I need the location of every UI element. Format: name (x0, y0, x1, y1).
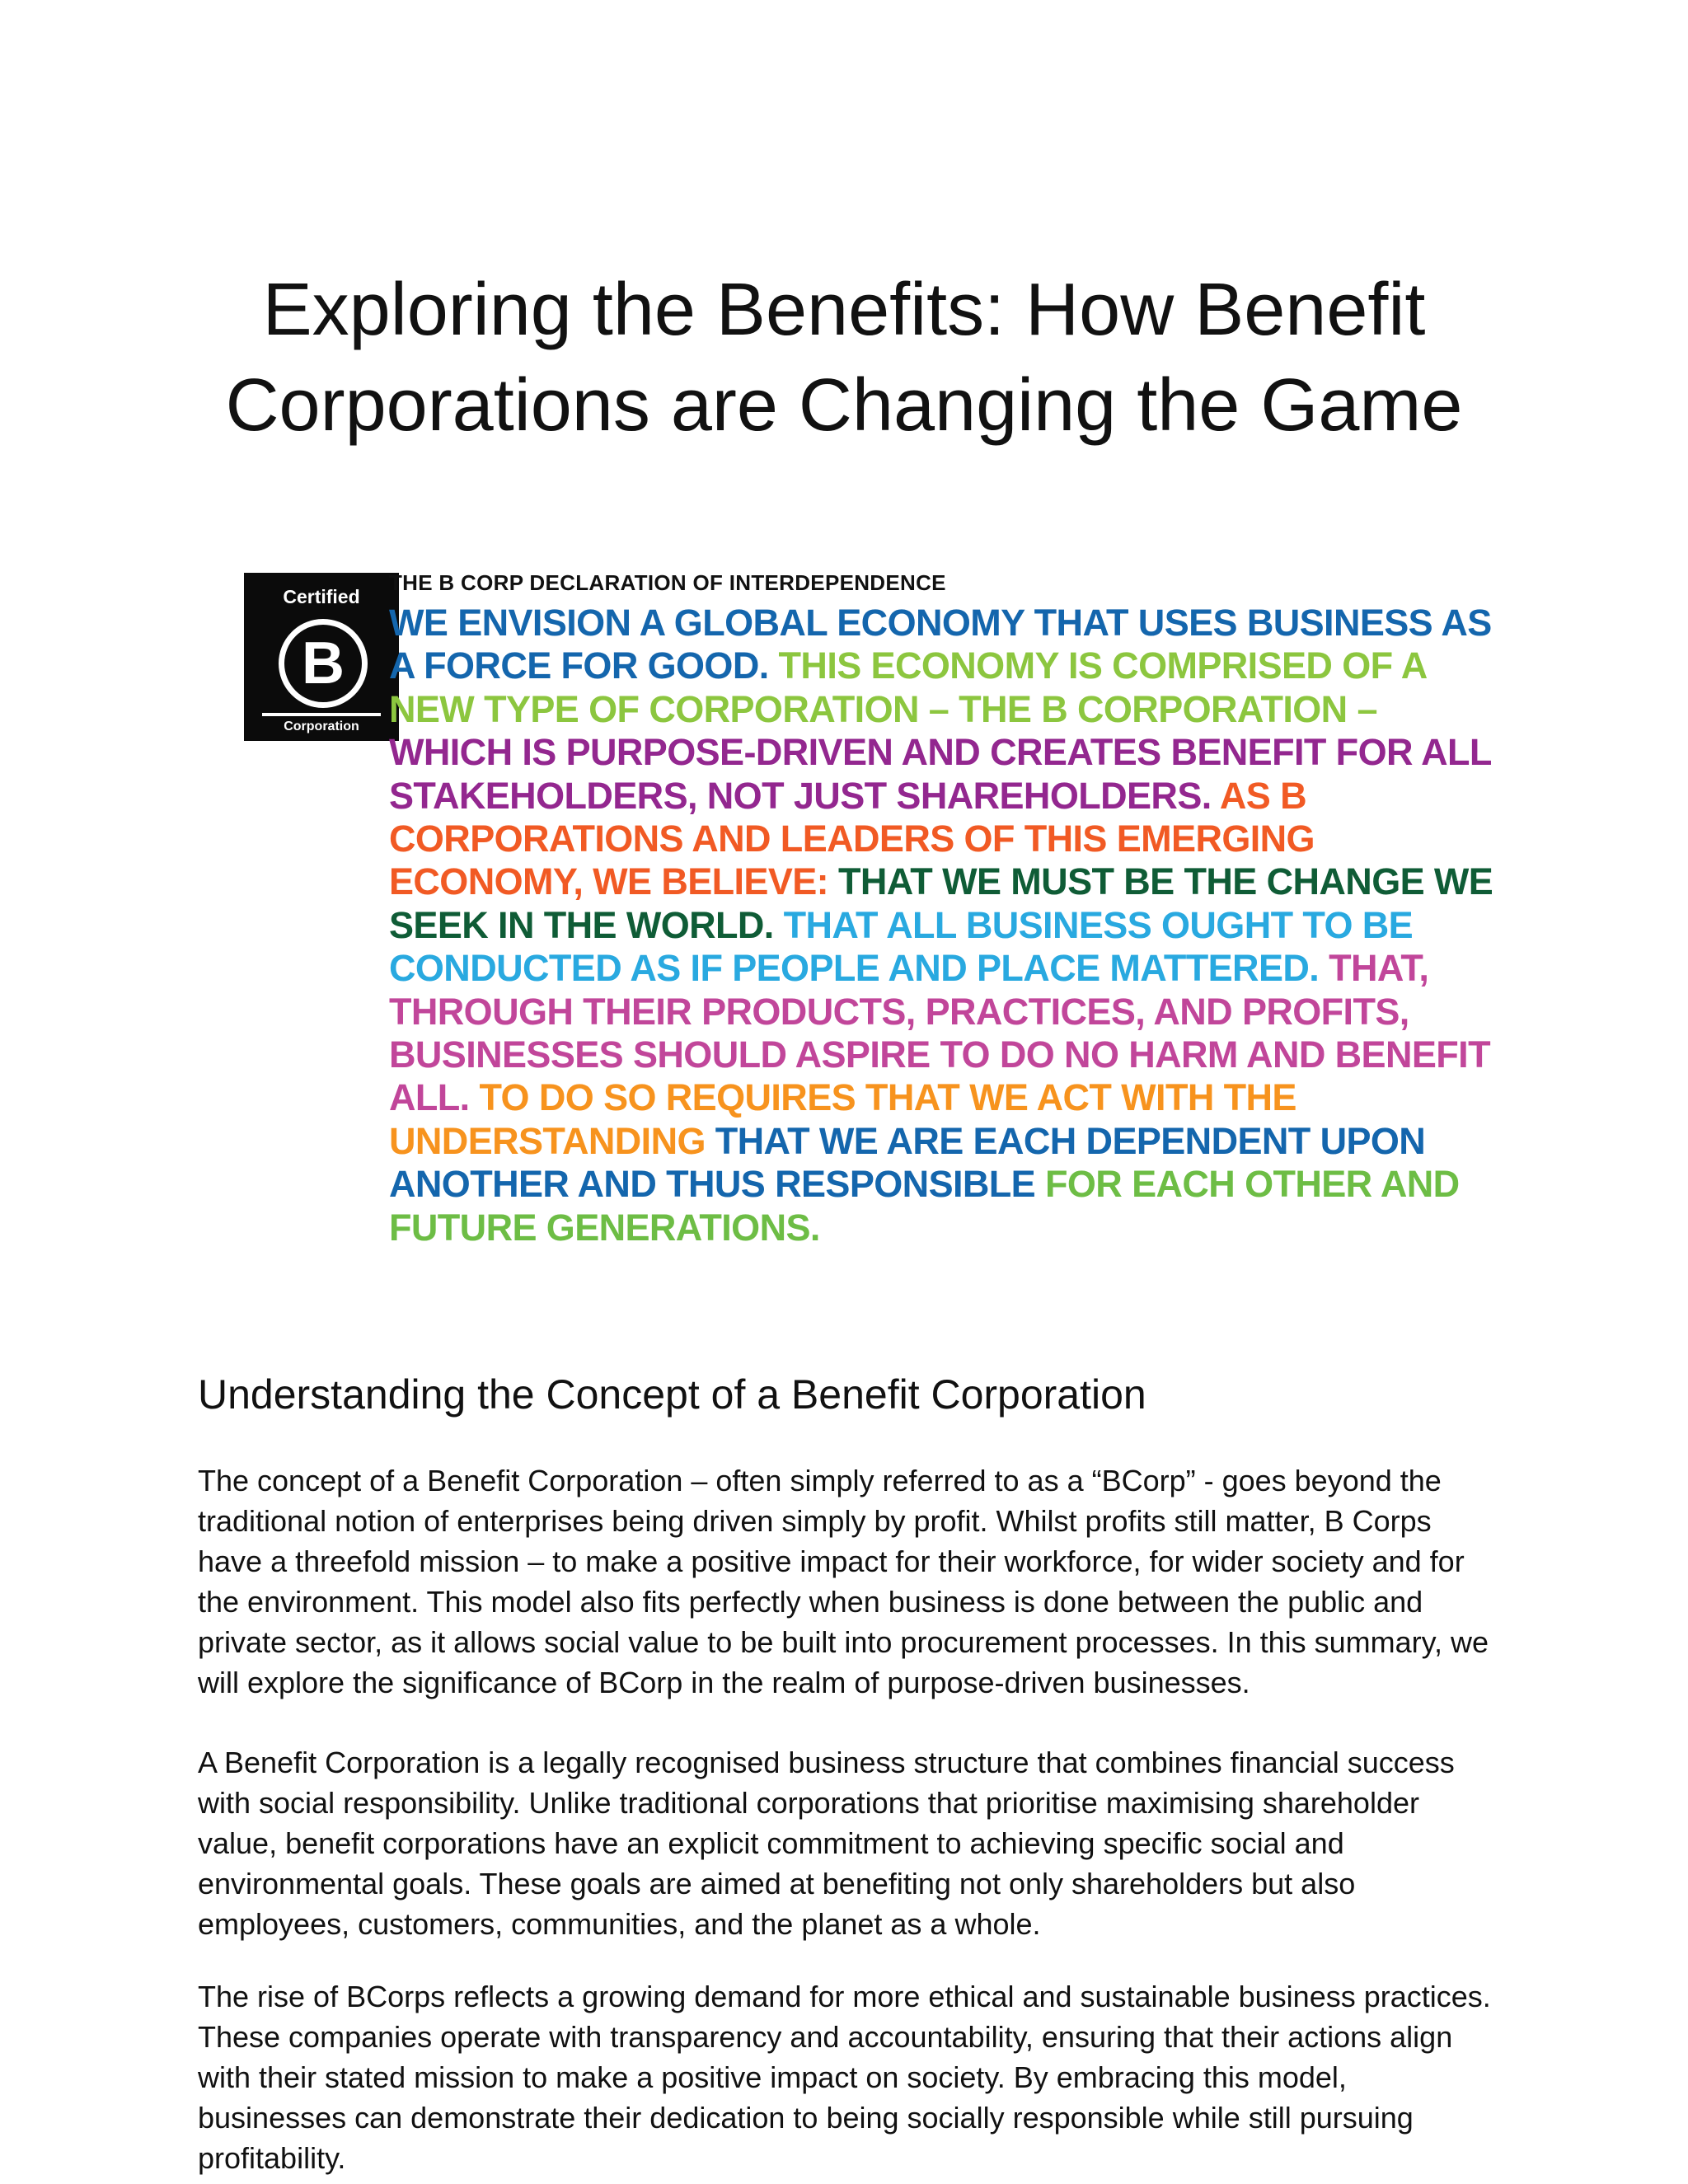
body-paragraph: The rise of BCorps reflects a growing demand for more ethical and sustainable business practices. These companies operate with transparency and accountability, ensuring that their actions align with their stated mission to make a positive impact on society. By embracing this model, businesses can demonstrate their dedication to being socially responsible while still pursuing profitability. (198, 1980, 1491, 2175)
declaration-segment: THAT ALL BUSINESS OUGHT TO BE CONDUCTED AS IF PEOPLE AND PLACE MATTERED. (389, 903, 1414, 990)
declaration-segment: FOR EACH OTHER AND FUTURE GENERATIONS. (389, 1163, 1460, 1249)
declaration-segment: WHICH IS PURPOSE-DRIVEN AND CREATES BENEFIT FOR ALL STAKEHOLDERS, NOT JUST SHAREHOLDERS. (389, 731, 1491, 817)
bcorp-declaration-image (239, 560, 1492, 1302)
declaration-segment: AS B CORPORATIONS AND LEADERS OF THIS EMERGING ECONOMY, WE BELIEVE: (389, 774, 1315, 903)
declaration-segment: WE ENVISION A GLOBAL ECONOMY THAT USES BUSINESS AS A FORCE FOR GOOD. (389, 602, 1492, 687)
logo-corporation-text: Corporation (284, 719, 359, 733)
declaration-heading: THE B CORP DECLARATION OF INTERDEPENDENCE (389, 570, 946, 595)
declaration-segment: THAT, THROUGH THEIR PRODUCTS, PRACTICES, AND PROFITS, BUSINESSES SHOULD ASPIRE TO DO NO HARM AND BENEFIT ALL. (389, 947, 1490, 1119)
logo-rule (262, 713, 381, 716)
declaration-text (389, 602, 1493, 1249)
body-paragraph: A Benefit Corporation is a legally recognised business structure that combines financial success with social responsibility. Unlike traditional corporations that prioritise maximising shareholder value, benefit corporations have an explicit commitment to achieving specific social and environmental goals. These goals are aimed at benefiting not only shareholders but also employees, customers, communities, and the planet as a whole. (198, 1746, 1455, 1941)
body-paragraph: The concept of a Benefit Corporation – often simply referred to as a “BCorp” - goes beyond the traditional notion of enterprises being driven simply by profit. Whilst profits still matter, B Corps have a threefold mission – to make a positive impact for their workforce, for wider society and for the environment. This model also fits perfectly when business is done between the public and private sector, as it allows social value to be built into procurement processes. In this summary, we will explore the significance of BCorp in the realm of purpose-driven businesses. (198, 1464, 1489, 1699)
declaration-segment: THIS ECONOMY IS COMPRISED OF A NEW TYPE OF CORPORATION – THE B CORPORATION – (389, 644, 1426, 730)
logo-certified-text: Certified (283, 586, 360, 607)
logo-b-circle-icon (279, 619, 368, 708)
declaration-segment: TO DO SO REQUIRES THAT WE ACT WITH THE UNDERSTANDING (389, 1076, 1296, 1162)
logo-b-letter: B (302, 630, 345, 696)
section-heading: Understanding the Concept of a Benefit Corporation (198, 1371, 1146, 1418)
page-title: Exploring the Benefits: How Benefit Corporations are Changing the Game (225, 269, 1463, 447)
certified-b-corporation-logo (244, 573, 399, 741)
declaration-segment: THAT WE MUST BE THE CHANGE WE SEEK IN THE WORLD. (389, 860, 1493, 946)
declaration-segment: THAT WE ARE EACH DEPENDENT UPON ANOTHER AND THUS RESPONSIBLE (389, 1119, 1426, 1206)
